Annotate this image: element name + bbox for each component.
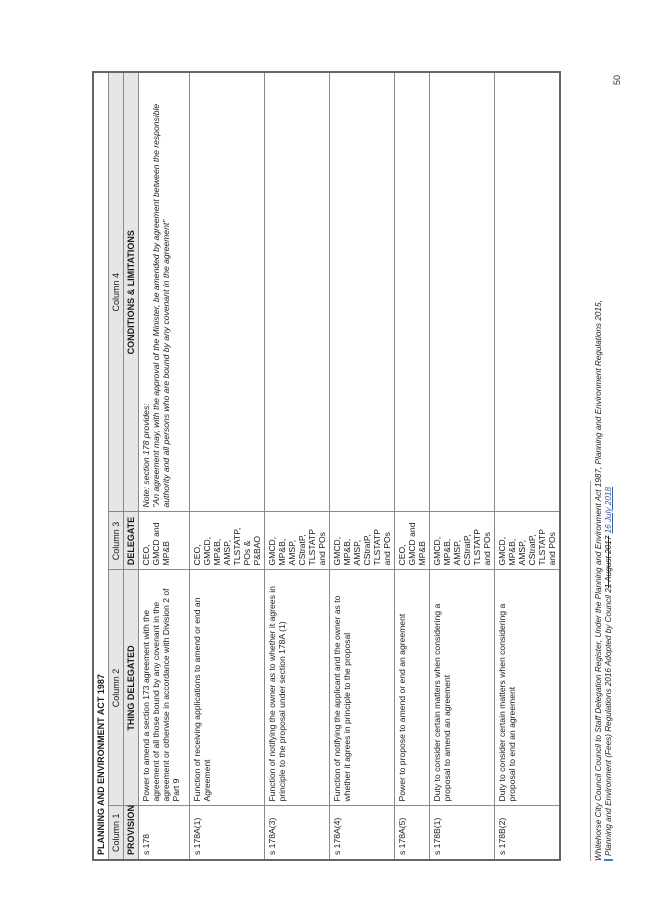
column-header: THING DELEGATED	[124, 570, 139, 806]
thing-delegated-cell: Duty to consider certain matters when considering a proposal to end an agreement	[495, 570, 561, 806]
delegation-table	[92, 71, 561, 861]
provision-cell: s 178A(1)	[190, 806, 265, 860]
footer-struck-date: 1 August 2017	[604, 535, 613, 589]
delegate-cell: GMCD, MP&B, AMSP, CStratP, TLSTATP and POs	[265, 512, 330, 570]
table-row	[265, 72, 330, 860]
conditions-quote: "An agreement may, with the approval of the Minister, be amended by agreement between the responsible authority and all persons who are bound by any covenant in the agreement"	[151, 103, 171, 508]
column-number-row	[109, 72, 124, 860]
thing-delegated-cell: Function of notifying the applicant and the owner as to whether it agrees in principle to the proposal	[330, 570, 395, 806]
delegate-cell: GMCD, MP&B, AMSP, CStratP, TLSTATP and POs	[430, 512, 495, 570]
conditions-cell	[395, 72, 430, 512]
table-row	[330, 72, 395, 860]
conditions-cell	[495, 72, 561, 512]
thing-delegated-cell: Power to propose to amend or end an agreement	[395, 570, 430, 806]
footer-divider	[590, 481, 591, 861]
page-number: 50	[612, 74, 622, 85]
table-row	[139, 72, 190, 860]
thing-delegated-cell: Function of receiving applications to amend or end an Agreement	[190, 570, 265, 806]
conditions-cell	[430, 72, 495, 512]
change-bar-icon	[604, 859, 613, 861]
conditions-cell	[190, 72, 265, 512]
footer-new-date: 16 July 2018	[604, 486, 613, 534]
column-number: Column 3	[109, 512, 124, 570]
provision-cell: s 178B(2)	[495, 806, 561, 860]
act-title: PLANNING AND ENVIRONMENT ACT 1987	[93, 72, 109, 860]
act-title-row	[93, 72, 109, 860]
conditions-cell	[330, 72, 395, 512]
delegate-cell: CEO, GMCD and MP&B	[139, 512, 190, 570]
column-number: Column 2	[109, 570, 124, 806]
conditions-cell	[139, 72, 190, 512]
delegate-cell: GMCD, MP&B, AMSP, CStratP, TLSTATP and POs	[495, 512, 561, 570]
column-header-row	[124, 72, 139, 860]
conditions-note: Note: section 178 provides:	[141, 403, 151, 508]
footer-line-2-text: Planning and Environment (Fees) Regulations 2016 Adopted by Council 2	[604, 588, 613, 856]
column-header: PROVISION	[124, 806, 139, 860]
footer-line-1: Whitehorse City Council Council to Staff Delegation Register, Under the Planning and Environment Act 1987, Planning and Environment Regulations 2015,	[594, 300, 603, 861]
column-number: Column 4	[109, 72, 124, 512]
footer-line-2	[604, 73, 614, 861]
column-number: Column 1	[109, 806, 124, 860]
provision-cell: s 178	[139, 806, 190, 860]
column-header: DELEGATE	[124, 512, 139, 570]
delegate-cell: GMCD, MP&B, AMSP, CStratP, TLSTATP and POs	[330, 512, 395, 570]
table-row	[190, 72, 265, 860]
provision-cell: s 178A(3)	[265, 806, 330, 860]
conditions-cell	[265, 72, 330, 512]
table-row	[430, 72, 495, 860]
provision-cell: s 178B(1)	[430, 806, 495, 860]
provision-cell: s 178A(5)	[395, 806, 430, 860]
delegate-cell: CEO, GMCD and MP&B	[395, 512, 430, 570]
provision-cell: s 178A(4)	[330, 806, 395, 860]
thing-delegated-cell: Duty to consider certain matters when considering a proposal to amend an agreement	[430, 570, 495, 806]
thing-delegated-cell: Function of notifying the owner as to whether it agrees in principle to the proposal under section 178A (1)	[265, 570, 330, 806]
column-header: CONDITIONS & LIMITATIONS	[124, 72, 139, 512]
page-footer	[594, 73, 614, 861]
thing-delegated-cell: Power to amend a section 173 agreement with the agreement of all those bound by any covenant in the agreement or otherwise in accordance with Division 2 of Part 9	[139, 570, 190, 806]
delegate-cell: CEO, GMCD, MP&B, AMSP, TLSTATP, POs & P&BAO	[190, 512, 265, 570]
table-row	[495, 72, 561, 860]
table-row	[395, 72, 430, 860]
